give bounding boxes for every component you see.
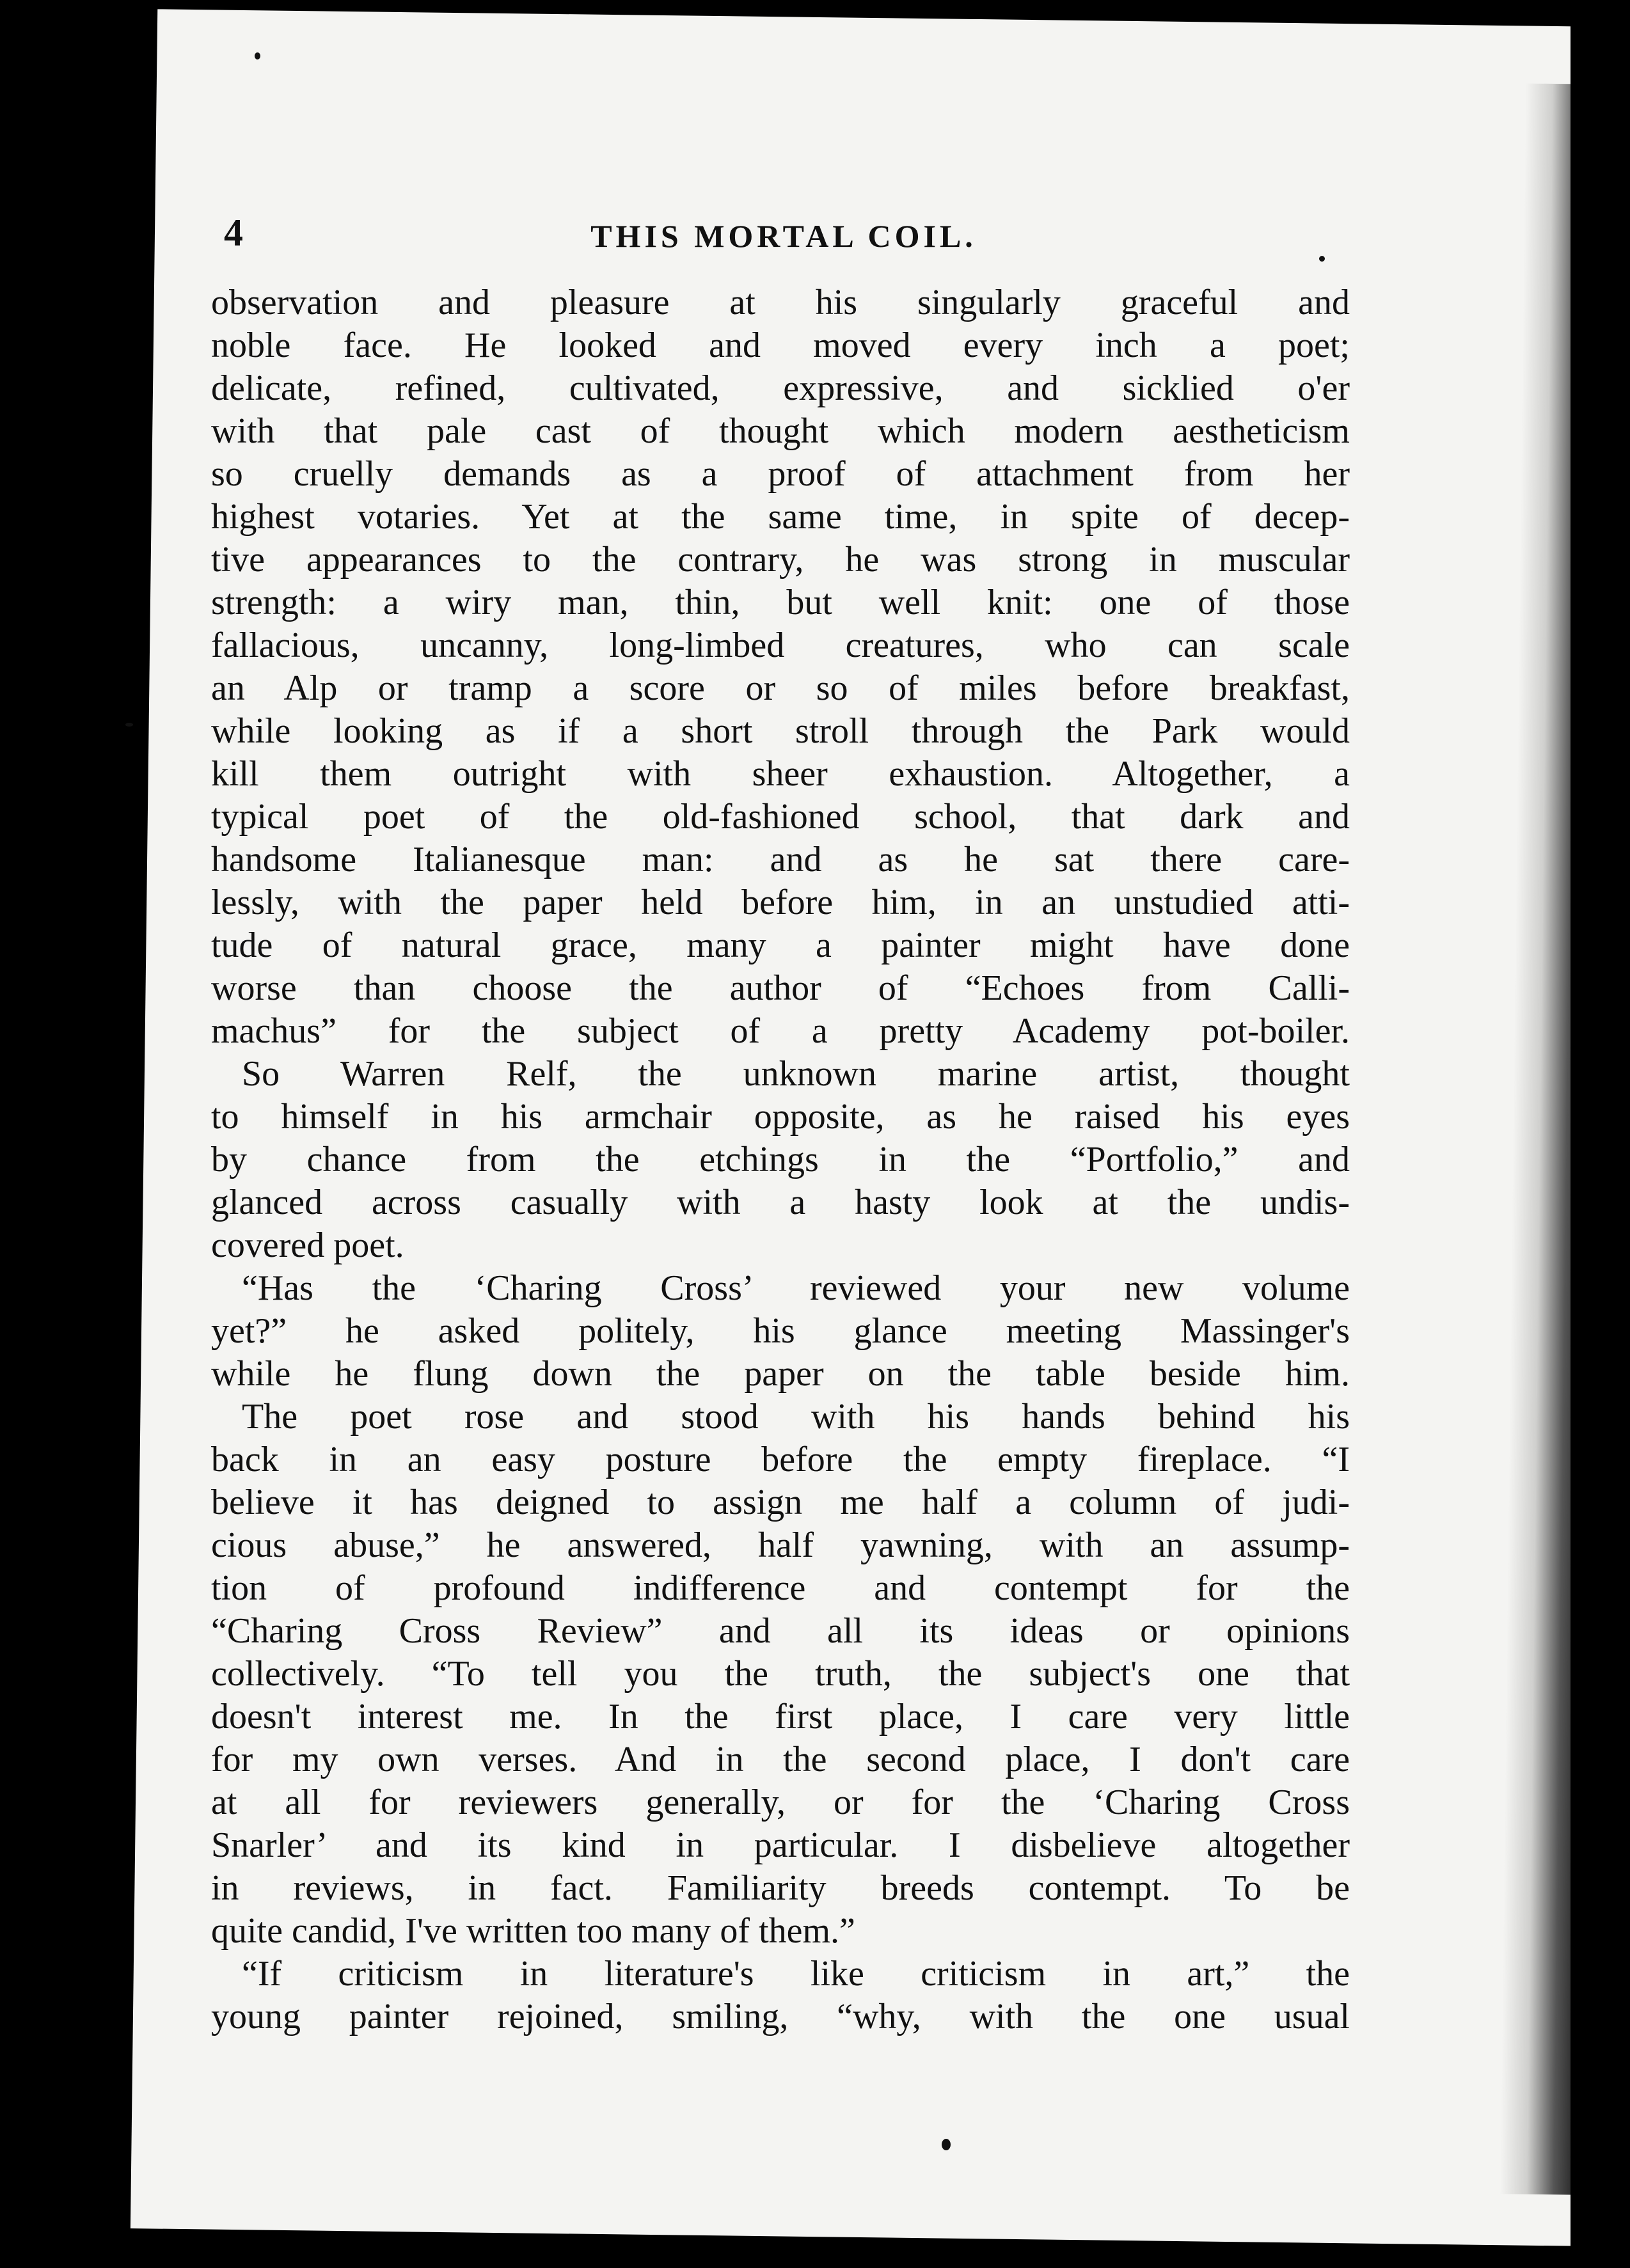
- text-line: by chance from the etchings in the “Portfolio,” and: [211, 1140, 1350, 1179]
- text-line: at all for reviewers generally, or for the ‘Charing Cross: [211, 1783, 1350, 1822]
- text-line: machus” for the subject of a pretty Academy pot-boiler.: [211, 1011, 1350, 1051]
- running-title: THIS MORTAL COIL.: [590, 218, 977, 254]
- text-line: quite candid, I've written too many of them.”: [211, 1911, 855, 1951]
- text-line: yet?” he asked politely, his glance meeting Massinger's: [211, 1311, 1350, 1351]
- text-line: highest votaries. Yet at the same time, in spite of decep-: [211, 497, 1350, 537]
- scan-speck: [255, 52, 260, 59]
- text-line: tive appearances to the contrary, he was strong in muscular: [211, 540, 1350, 579]
- text-line: observation and pleasure at his singularly graceful and: [211, 283, 1350, 322]
- text-line: “Charing Cross Review” and all its ideas or opinions: [211, 1611, 1350, 1651]
- text-line: tion of profound indifference and contempt for the: [211, 1568, 1350, 1608]
- binding-gutter: [1571, 0, 1630, 2268]
- text-line: strength: a wiry man, thin, but well knit: one of those: [211, 583, 1350, 622]
- text-line: typical poet of the old-fashioned school, that dark and: [211, 797, 1350, 837]
- text-line: kill them outright with sheer exhaustion. Altogether, a: [211, 754, 1350, 794]
- text-line: young painter rejoined, smiling, “why, with the one usual: [211, 1997, 1350, 2036]
- text-line: an Alp or tramp a score or so of miles before breakfast,: [211, 668, 1350, 708]
- text-line: believe it has deigned to assign me half a column of judi-: [211, 1483, 1350, 1522]
- text-line: handsome Italianesque man: and as he sat there care-: [211, 840, 1350, 879]
- text-line: in reviews, in fact. Familiarity breeds contempt. To be: [211, 1868, 1350, 1908]
- text-line: delicate, refined, cultivated, expressive, and sicklied o'er: [211, 368, 1350, 408]
- scan-speck: [125, 723, 133, 727]
- text-line: while looking as if a short stroll through the Park would: [211, 711, 1350, 751]
- text-line: “Has the ‘Charing Cross’ reviewed your new volume: [242, 1268, 1350, 1308]
- text-line: cious abuse,” he answered, half yawning, with an assump-: [211, 1525, 1350, 1565]
- text-line: worse than choose the author of “Echoes from Calli-: [211, 968, 1350, 1008]
- body-text: [211, 281, 1350, 2038]
- text-line: The poet rose and stood with his hands behind his: [242, 1397, 1350, 1437]
- text-line: lessly, with the paper held before him, in an unstudied atti-: [211, 883, 1350, 922]
- text-line: “If criticism in literature's like criticism in art,” the: [242, 1954, 1350, 1994]
- text-line: for my own verses. And in the second place, I don't care: [211, 1740, 1350, 1779]
- scan-speck: [1319, 256, 1325, 262]
- text-line: with that pale cast of thought which modern aestheticism: [211, 411, 1350, 451]
- text-line: glanced across casually with a hasty look at the undis-: [211, 1183, 1350, 1222]
- text-line: to himself in his armchair opposite, as he raised his eyes: [211, 1097, 1350, 1137]
- text-line: back in an easy posture before the empty fireplace. “I: [211, 1440, 1350, 1479]
- text-line: collectively. “To tell you the truth, the subject's one that: [211, 1654, 1350, 1694]
- text-line: tude of natural grace, many a painter might have done: [211, 925, 1350, 965]
- text-line: So Warren Relf, the unknown marine artist, thought: [242, 1054, 1350, 1094]
- text-line: noble face. He looked and moved every inch a poet;: [211, 326, 1350, 365]
- text-line: covered poet.: [211, 1225, 404, 1265]
- text-line: while he flung down the paper on the table beside him.: [211, 1354, 1350, 1394]
- text-line: so cruelly demands as a proof of attachment from her: [211, 454, 1350, 494]
- text-line: Snarler’ and its kind in particular. I disbelieve altogether: [211, 1825, 1350, 1865]
- page-number: 4: [224, 212, 243, 254]
- page-header: [224, 211, 1343, 269]
- text-line: doesn't interest me. In the first place, I care very little: [211, 1697, 1350, 1736]
- text-line: fallacious, uncanny, long-limbed creatures, who can scale: [211, 626, 1350, 665]
- scan-speck: [942, 2139, 951, 2150]
